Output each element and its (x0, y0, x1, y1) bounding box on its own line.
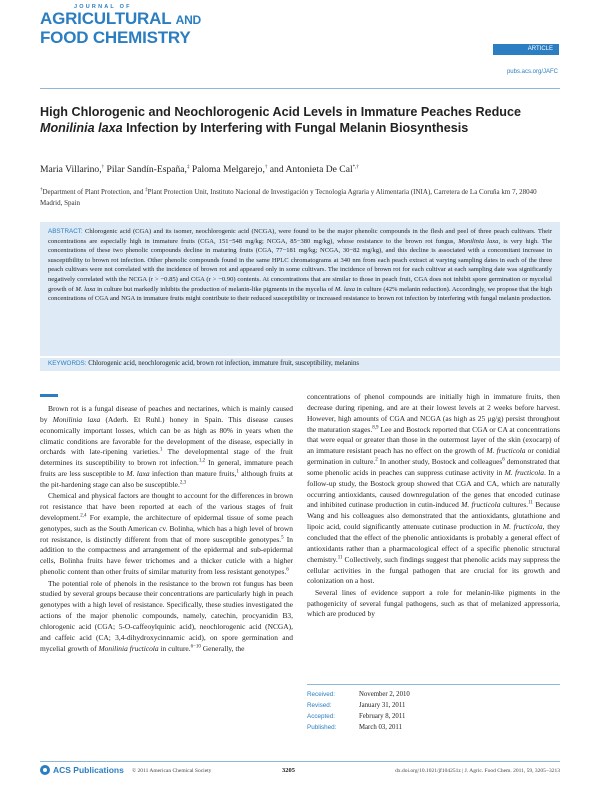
species-name: Monilinia laxa (52, 414, 101, 424)
text-run: In general, immature peach fruits are less susceptible to (40, 458, 294, 479)
text-run: infection than mature fruits, (149, 469, 237, 479)
abstract-italic-2: M. laxa (75, 285, 96, 293)
species-name: M. fructicola (502, 522, 543, 532)
date-label: Published: (307, 724, 337, 731)
author-2[interactable]: Pilar Sandín-España, (104, 164, 187, 175)
date-received (307, 689, 560, 700)
text-run: The potential role of phenols in the resistance to the brown rot fungus has been studied by several groups because their concentrations are particularly high in peach genotypes with a high level of resistance. Specifically, these studies investigated the actions of the major phenolic compounds, namely, catechin, procyanidin B3, chlorogenic acid (CGA; 5-O-caffeoylquinic acid), neochlorogenic acid (NCGA), and caffeic acid (CA; 3,4-dihydroxycinnamic acid), on spore germination and mycelial growth of (40, 578, 293, 653)
affiliations (40, 187, 560, 208)
article-type-badge: ARTICLE (493, 44, 559, 55)
species-name: Monilinia fructicola (98, 643, 159, 653)
text-run: Because Wang and his colleagues also demonstrated that the antioxidants, glutathione and lipoic acid, could significantly attenuate cutinase production in (307, 500, 560, 532)
abstract-italic-1: Monilinia laxa (458, 237, 499, 245)
date-revised (307, 700, 560, 711)
page-number: 3205 (282, 767, 295, 774)
journal-name-agricultural: AGRICULTURAL (40, 9, 172, 28)
journal-masthead (40, 4, 240, 46)
species-name: M. fructicola (504, 467, 544, 477)
citation[interactable]: 6 (502, 457, 505, 463)
author-4-affil: *,† (352, 164, 359, 170)
keywords (40, 358, 560, 371)
text-run: Collectively, such findings suggest that phenolic acids may suppress the cellular activities in the fungal pathogen that are crucial for its growth and colonization on a host. (307, 554, 560, 586)
date-value: January 31, 2011 (359, 702, 406, 709)
date-accepted (307, 711, 560, 722)
text-run: The developmental stage of the fruit determines its susceptibility to brown rot infection. (40, 447, 293, 468)
keywords-label: KEYWORDS: (48, 360, 87, 367)
date-value: February 8, 2011 (359, 713, 406, 720)
acs-logo-icon (40, 765, 50, 775)
text-run: cultures. (500, 500, 529, 510)
page-footer (40, 767, 560, 779)
species-name: M. laxa (126, 469, 150, 479)
text-run: Brown rot is a fungal disease of peaches and nectarines, which is mainly caused by (40, 404, 293, 424)
author-list (40, 164, 560, 175)
text-run: Lee and Bostock reported that CGA or CA at concentrations that were equal or greater than those in the outermost layer of the skin (exocarp) of an immature resistant peach has no effect on the growth of (307, 424, 560, 456)
text-run: demonstrated that some phenolic acids in peaches can suppress cutinase activity in (307, 457, 560, 477)
body-paragraph-5 (307, 588, 560, 621)
text-run: in culture. (158, 643, 191, 653)
text-run: Generally, the (200, 643, 245, 653)
citation[interactable]: 1 (159, 447, 163, 453)
title-italic: Monilinia laxa (40, 121, 123, 135)
date-value: November 2, 2010 (359, 691, 410, 698)
publication-dates (307, 684, 560, 733)
acs-publications-label: ACS Publications (53, 765, 124, 775)
date-label: Received: (307, 691, 336, 698)
body-paragraph-4 (307, 392, 560, 587)
journal-name-small: JOURNAL OF (74, 4, 132, 10)
author-3-affil: † (264, 164, 268, 170)
text-run: For example, the architecture of epidermal tissue of some peach genotypes, such as the South American cv. Bolinha, which has a high level of brown rot resistance, is distinctly different from that of more susceptible genotypes. (40, 512, 293, 544)
date-published (307, 722, 560, 733)
acs-publications-logo[interactable] (40, 765, 124, 775)
body-paragraph-3 (40, 579, 293, 655)
title-part-2: Infection by Interfering with Fungal Melanin Biosynthesis (122, 121, 469, 135)
doi-citation-link[interactable]: dx.doi.org/10.1021/jf104251z | J. Agric. Food Chem. 2011, 59, 3205−3213 (395, 768, 560, 774)
body-column-left (40, 392, 293, 655)
text-run: concentrations of phenol compounds are initially high in immature fruits, then decrease during ripening, and are at their lowest levels at 2 weeks before harvest. However, high amounts of CGA and NCGA (as high as 25 μg/g) persist throughout the maturation stages. (307, 392, 560, 434)
body-paragraph-1 (40, 404, 293, 491)
affil-mark-1: † (40, 187, 43, 193)
affil-text-1: Department of Plant Protection, and (42, 188, 146, 196)
author-4[interactable]: and Antonieta De Cal (267, 164, 353, 175)
text-run: In addition to the compactness and arrangement of the epidermal and sub-epidermal cells, Bolinha fruits have fewer trichomes and a thicker cuticle with a higher phenolic content than other fruits of similar maturity from less resistant genotypes. (40, 534, 293, 577)
body-column-right (307, 392, 560, 621)
text-run: or conidial germination in culture. (307, 446, 560, 467)
copyright-notice: © 2011 American Chemical Society (132, 768, 212, 774)
species-name: M. fructicola (486, 446, 526, 456)
citation[interactable]: 2,3 (179, 480, 187, 486)
journal-name-line1 (40, 10, 240, 29)
journal-url-link[interactable]: pubs.acs.org/JAFC (506, 69, 558, 75)
citation[interactable]: 2,4 (80, 513, 87, 519)
text-run: In another study, Bostock and colleagues (377, 457, 503, 467)
abstract-italic-3: M. laxa (334, 285, 355, 293)
text-run: (Aderh. Et Ruhl.) honey in Spain. This disease causes economically important losses, which can be as high as 80% in years when the climatic conditions are favorable for the development of the disease, especially in orchards with late-ripening varieties. (40, 414, 293, 457)
abstract-label: ABSTRACT: (48, 228, 83, 235)
author-2-affil: ‡ (186, 164, 190, 170)
citation[interactable]: 5 (281, 535, 284, 541)
date-value: March 03, 2011 (359, 724, 402, 731)
abstract-text-1: Chlorogenic acid (CGA) and its isomer, neochlorogenic acid (NCGA), were found to be the major phenolic compounds in the flesh and peel of three peach cultivars. Their concentrations are especially high in immature fruits (CGA, 151−548 mg/kg; NCGA, 85−380 mg/kg), whose resistance to the brown rot fungus, (48, 228, 552, 245)
journal-name-and: AND (175, 13, 202, 27)
citation[interactable]: 11 (528, 500, 533, 506)
keywords-text: Chlorogenic acid, neochlorogenic acid, brown rot infection, immature fruit, susceptibility, melanins (86, 360, 359, 367)
affil-text-2: Plant Protection Unit, Instituto Nacional de Investigación y Tecnología Agraria y Alimentaria (INIA), Carretera de La Coruña km 7, 28040 Madrid, Spain (40, 188, 537, 207)
citation[interactable]: 11 (337, 555, 343, 561)
text-run: although fruits at the pit-hardening stage can also be susceptible. (40, 469, 293, 489)
species-name: M. fructicola (461, 500, 501, 510)
abstract-text-4: in culture (42% melanin reduction). Accordingly, we propose that the high concentrations of CGA and NGA in immature fruits might contribute to their reduced susceptibility or increased resistance to brown rot infection by interfering with fungal melanin production. (48, 285, 553, 303)
date-label: Accepted: (307, 713, 336, 720)
text-run: Several lines of evidence support a role for melanin-like pigments in the pathogenicity of several fungal pathogens, such as that of melanized appressoria, which are produced by (307, 587, 560, 619)
citation[interactable]: 1,2 (198, 458, 206, 464)
date-label: Revised: (307, 702, 332, 709)
citation[interactable]: 6 (286, 567, 289, 573)
abstract-text-3: in culture but markedly inhibits the production of melanin-like pigments in the mycelia of (95, 285, 335, 293)
citation[interactable]: 1 (236, 469, 239, 475)
abstract-text-2: , is very high. The concentrations of these two phenolic compounds decline in maturing fruits (CGA, 77−181 mg/kg; NCGA, 30−82 mg/kg), and this decline is associated with a concomitant increase in susceptibility to brown rot infection. Other phenolic compounds found in the same HPLC chromatograms at 340 nm from each peach extract at varying sampling dates in each of the three peach cultivars were not correlated with the incidence of brown rot and appeared only in some cultivars. The incidence of brown rot for each cultivar at each sampling date was significantly negatively correlated with the NCGA (r > −0.85) and CGA (r > −0.90) contents. At concentrations that are similar to those in peach fruit, CGA does not inhibit spore germination or mycelial growth of (48, 237, 553, 293)
author-1[interactable]: Maria Villarino, (40, 164, 102, 175)
author-1-affil: † (101, 164, 105, 170)
body-paragraph-2 (40, 491, 293, 578)
journal-name-line2: FOOD CHEMISTRY (40, 28, 191, 47)
header-divider (40, 88, 560, 89)
text-run: . In a follow-up study, the Bostock group showed that CGA and CA, which are naturally occurring antioxidants, caused downregulation of the genes that encoded cutinase and inhibited cutinase production in cutin-induced (307, 467, 560, 510)
article-title (40, 104, 560, 136)
citation[interactable]: 8,9 (372, 425, 379, 431)
author-3[interactable]: Paloma Melgarejo, (189, 164, 265, 175)
citation[interactable]: 6−10 (190, 644, 201, 650)
abstract (40, 222, 560, 356)
text-run: Chemical and physical factors are thought to account for the differences in brown rot resistance that have been reported at each of the various stages of fruit development. (40, 491, 293, 522)
affil-mark-2: ‡ (145, 187, 148, 193)
title-part-1: High Chlorogenic and Neochlorogenic Acid Levels in Immature Peaches Reduce (40, 105, 522, 119)
citation[interactable]: 2 (375, 457, 378, 463)
footer-divider (40, 761, 560, 762)
text-run: , they concluded that the effect of the phenolic antioxidants is probably a general effect of antioxidants rather than a pharmacological effect of a specific phenolic structural chemistry. (307, 522, 560, 564)
